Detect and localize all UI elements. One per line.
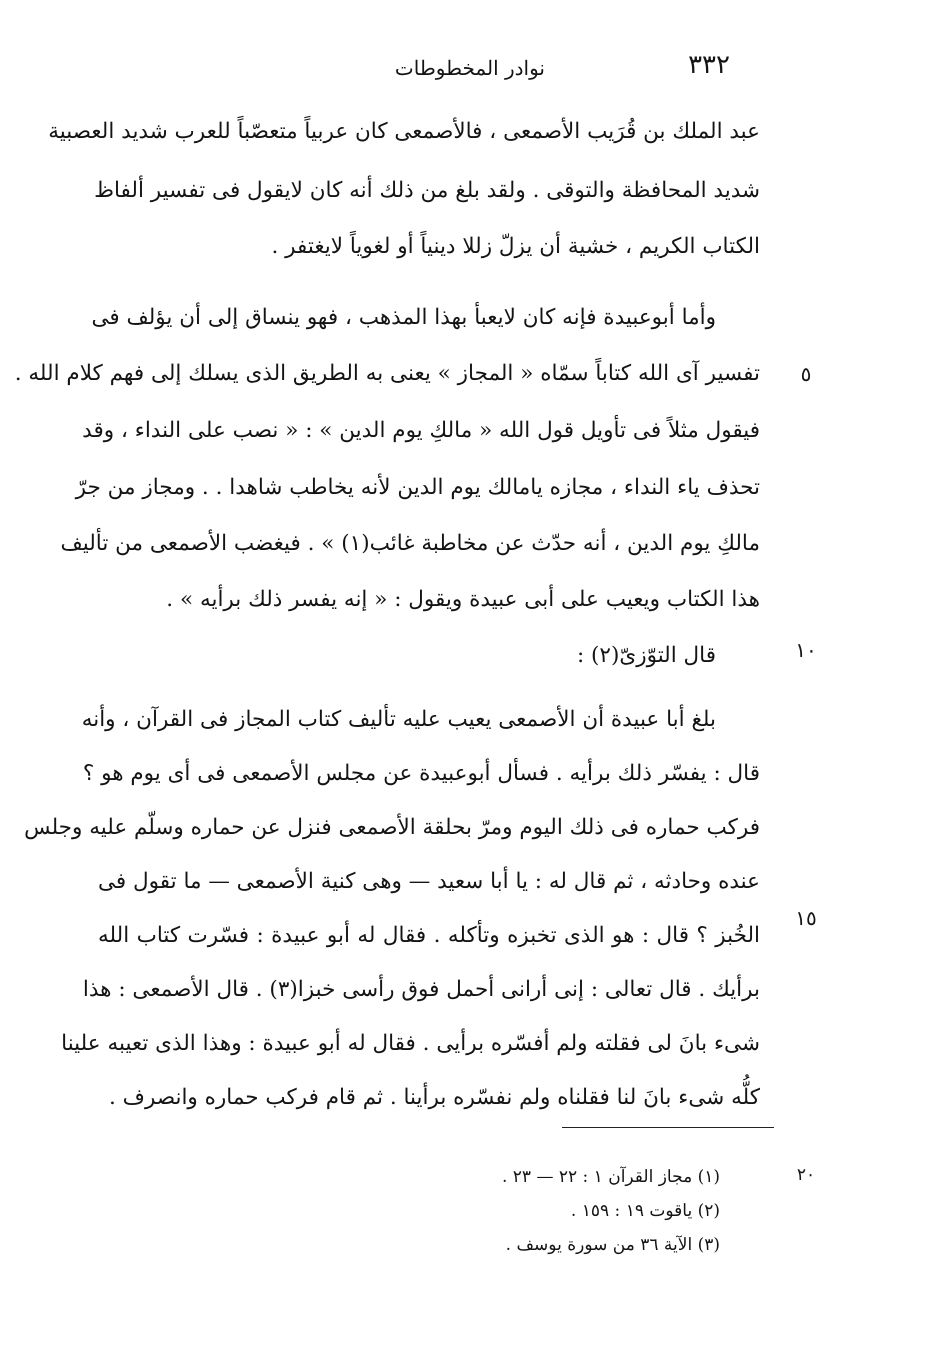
line-number-marker: ١٠ xyxy=(795,638,817,662)
running-title: نوادر المخطوطات xyxy=(394,56,545,80)
footnote-separator xyxy=(562,1127,774,1128)
text-line: شديد المحافظة والتوقى . ولقد بلغ من ذلك أنه كان لايقول فى تفسير ألفاظ xyxy=(94,178,760,203)
page-number: ٣٣٢ xyxy=(688,50,730,80)
text-line: شىء بانَ لى فقلته ولم أفسّره برأيى . فقال له أبو عبيدة : وهذا الذى تعيبه علينا xyxy=(61,1031,760,1056)
section-heading: قال التوّزىّ(٢) : xyxy=(576,643,716,668)
text-line: الخُبز ؟ قال : هو الذى تخبزه وتأكله . فقال له أبو عبيدة : فسّرت كتاب الله xyxy=(98,923,760,948)
text-line: عنده وحادثه ، ثم قال له : يا أبا سعيد — وهى كنية الأصمعى — ما تقول فى xyxy=(97,869,760,894)
line-number-marker: ١٥ xyxy=(795,906,817,930)
footnote: (٢) ياقوت ١٩ : ١٥٩ . xyxy=(570,1201,720,1221)
text-line: عبد الملك بن قُرَيب الأصمعى ، فالأصمعى كان عربياً متعصّباً للعرب شديد العصبية xyxy=(48,119,760,144)
footnote: (١) مجاز القرآن ١ : ٢٢ — ٢٣ . xyxy=(501,1167,720,1187)
text-line: تفسير آى الله كتاباً سمّاه « المجاز » يعنى به الطريق الذى يسلك إلى فهم كلام الله . xyxy=(14,361,760,386)
page-header xyxy=(340,50,730,90)
text-line: فركب حماره فى ذلك اليوم ومرّ بحلقة الأصمعى فنزل عن حماره وسلّم عليه وجلس xyxy=(24,815,760,840)
text-line: قال : يفسّر ذلك برأيه . فسأل أبوعبيدة عن مجلس الأصمعى فى أى يوم هو ؟ xyxy=(82,761,760,786)
line-number-marker: ٥ xyxy=(800,362,812,386)
text-line: الكتاب الكريم ، خشية أن يزلّ زللا دينياً أو لغوياً لايغتفر . xyxy=(271,234,760,259)
text-line: تحذف ياء النداء ، مجازه يامالك يوم الدين لأنه يخاطب شاهدا . . ومجاز من جرّ xyxy=(75,475,760,500)
text-line: هذا الكتاب ويعيب على أبى عبيدة ويقول : « إنه يفسر ذلك برأيه » . xyxy=(166,587,760,612)
text-line: وأما أبوعبيدة فإنه كان لايعبأ بهذا المذهب ، فهو ينساق إلى أن يؤلف فى xyxy=(91,305,716,330)
text-line: فيقول مثلاً فى تأويل قول الله « مالكِ يوم الدين » : « نصب على النداء ، وقد xyxy=(82,418,760,443)
line-number-marker: ٢٠ xyxy=(796,1165,816,1185)
text-line: مالكِ يوم الدين ، أنه حدّث عن مخاطبة غائب(١) » . فيغضب الأصمعى من تأليف xyxy=(60,531,760,556)
text-line: كلُّه شىء بانَ لنا فقلناه ولم نفسّره برأينا . ثم قام فركب حماره وانصرف . xyxy=(109,1085,760,1110)
footnote: (٣) الآية ٣٦ من سورة يوسف . xyxy=(505,1235,720,1255)
text-line: برأيك . قال تعالى : إنى أرانى أحمل فوق رأسى خبزا(٣) . قال الأصمعى : هذا xyxy=(82,977,760,1002)
text-line: بلغ أبا عبيدة أن الأصمعى يعيب عليه تأليف كتاب المجاز فى القرآن ، وأنه xyxy=(81,707,716,732)
